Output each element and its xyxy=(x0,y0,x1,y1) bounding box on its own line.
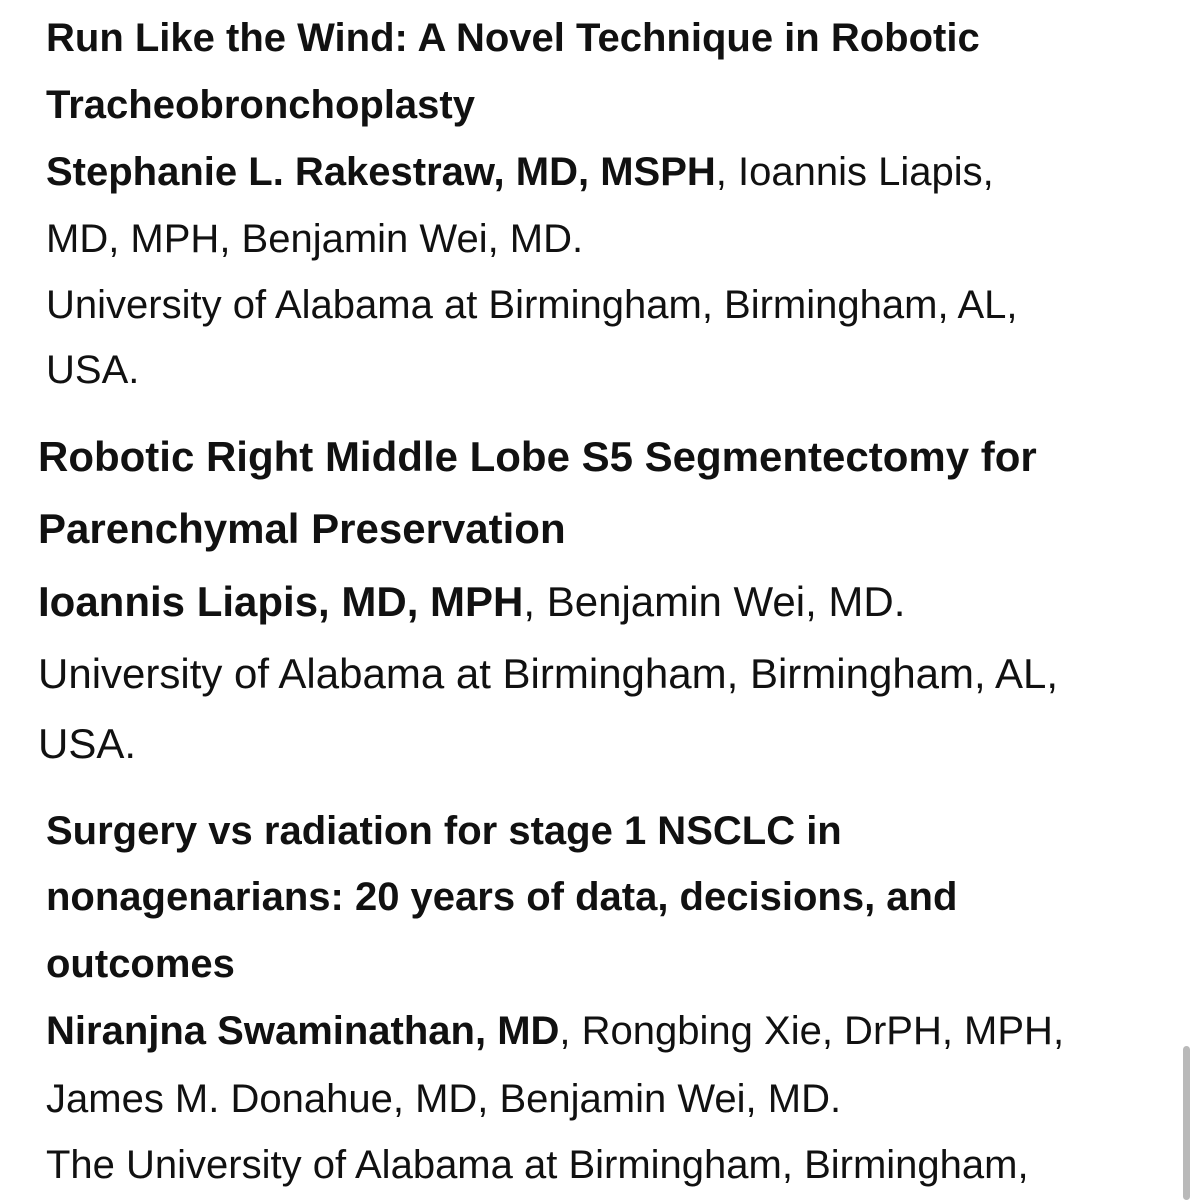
coauthors: , Ioannis Liapis, xyxy=(715,150,994,194)
affiliation-line: University of Alabama at Birmingham, Birmingham, AL, xyxy=(38,650,1059,697)
author-line: MD, MPH, Benjamin Wei, MD. xyxy=(46,217,584,261)
abstract-title-line: Robotic Right Middle Lobe S5 Segmentectomy for xyxy=(38,433,1037,480)
author-line xyxy=(46,1007,1064,1055)
author-line xyxy=(46,148,994,196)
presenting-author: Ioannis Liapis, MD, MPH xyxy=(38,578,524,625)
abstract-title-line: Parenchymal Preservation xyxy=(38,505,566,552)
coauthors: , Rongbing Xie, DrPH, MPH, xyxy=(559,1009,1065,1053)
abstract-title-line: Run Like the Wind: A Novel Technique in Robotic xyxy=(46,16,980,60)
affiliation-line: The University of Alabama at Birmingham, Birmingham, xyxy=(46,1143,1029,1187)
author-line: James M. Donahue, MD, Benjamin Wei, MD. xyxy=(46,1077,842,1121)
author-line xyxy=(38,578,905,626)
abstract-title-line: Tracheobronchoplasty xyxy=(46,83,475,127)
abstract-title-line: nonagenarians: 20 years of data, decisions, and xyxy=(46,875,958,919)
affiliation-line: USA. xyxy=(38,720,137,767)
presenting-author: Stephanie L. Rakestraw, MD, MSPH xyxy=(46,150,716,194)
affiliation-line: USA. xyxy=(46,348,140,392)
presenting-author: Niranjna Swaminathan, MD xyxy=(46,1009,560,1053)
abstract-title-line: outcomes xyxy=(46,942,235,986)
affiliation-line: University of Alabama at Birmingham, Birmingham, AL, xyxy=(46,283,1018,327)
abstract-title-line: Surgery vs radiation for stage 1 NSCLC in xyxy=(46,809,842,853)
vertical-scrollbar[interactable] xyxy=(1183,1046,1190,1200)
coauthors: , Benjamin Wei, MD. xyxy=(523,578,906,625)
